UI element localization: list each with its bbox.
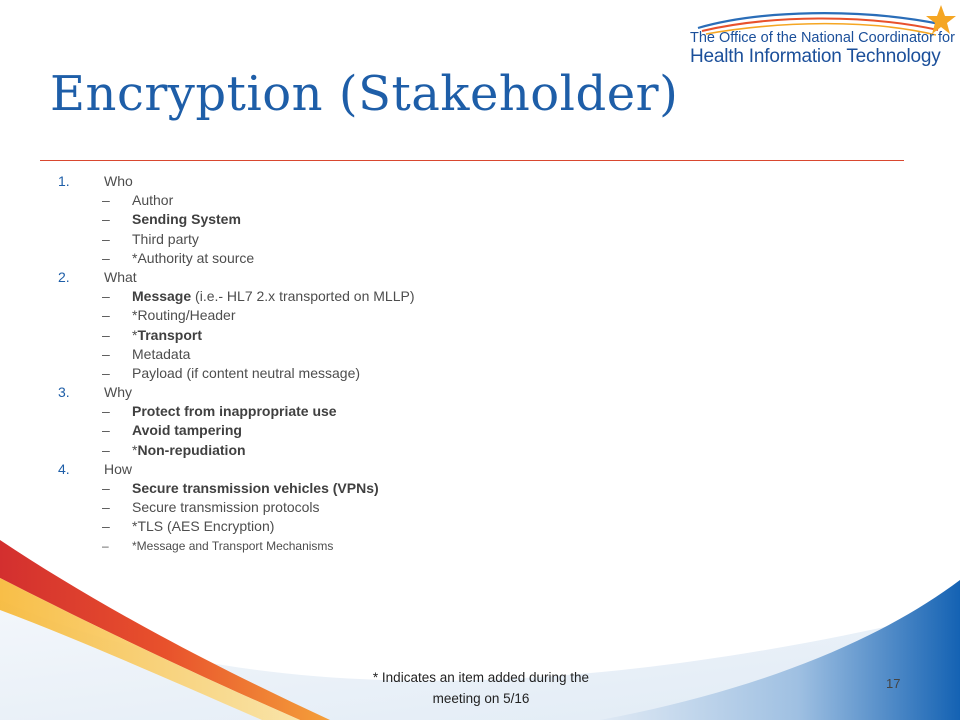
item-text: *Message and Transport Mechanisms [132,538,334,553]
outline-item [58,441,758,460]
outline-item [58,287,758,306]
item-label [132,539,333,553]
dash-bullet: – [102,211,110,228]
outline-item [58,345,758,364]
item-bold-text: Avoid tampering [132,422,242,439]
dash-bullet: – [102,403,110,420]
item-bold-text: Protect from inappropriate use [132,403,337,420]
item-bold-text: Message [132,288,192,305]
item-label [132,288,414,304]
section-number: 3. [58,384,70,401]
outline-section [58,460,758,479]
section-label: What [104,268,137,285]
dash-bullet: – [102,326,110,343]
outline-item [58,364,758,383]
outline-item [58,498,758,517]
outline-section [58,172,758,191]
item-text: *TLS (AES Encryption) [132,518,275,535]
page-number: 17 [886,676,901,691]
outline-section [58,268,758,287]
section-label: Who [104,173,133,189]
item-text: *Routing/Header [132,307,236,324]
item-bold-text: Non-repudiation [137,441,246,458]
outline-item [58,191,758,210]
item-text: (i.e.- HL7 2.x transported on MLLP) [191,288,415,305]
dash-bullet: – [102,249,110,266]
item-text: Secure transmission protocols [132,499,320,516]
dash-bullet: – [102,192,110,209]
item-prefix: * [132,441,138,458]
item-label [132,250,254,266]
outline-item [58,517,758,536]
dash-bullet: – [102,288,110,305]
outline-item [58,537,758,556]
item-label [132,518,274,534]
outline-section [58,383,758,402]
outline-item [58,479,758,498]
item-label [132,365,360,381]
item-text: *Authority at source [132,249,255,266]
item-label [132,192,173,208]
section-label: Why [104,384,132,401]
item-prefix: * [132,326,138,343]
item-label [132,346,190,362]
outline-item [58,402,758,421]
outline-item [58,421,758,440]
dash-bullet: – [102,518,110,535]
item-label [132,480,379,496]
item-label [132,327,202,343]
item-text: Third party [132,230,199,247]
outline-item [58,249,758,268]
outline-item [58,306,758,325]
dash-bullet: – [102,345,110,362]
dash-bullet: – [102,441,110,458]
dash-bullet: – [102,364,110,381]
dash-bullet: – [102,499,110,516]
item-text: Author [132,192,174,209]
onc-logo [690,4,956,70]
section-label: How [104,460,133,477]
dash-bullet: – [102,480,110,496]
item-bold-text: Sending System [132,211,241,228]
item-label [132,307,236,323]
outline-list [58,172,758,556]
dash-bullet: – [102,230,110,247]
dash-bullet: – [102,307,110,324]
item-label [132,499,320,515]
logo-line-1: The Office of the National Coordinator for [690,30,955,46]
item-label [132,231,199,247]
dash-bullet: – [102,422,110,439]
outline-item [58,230,758,249]
item-label [132,422,242,438]
outline-item [58,210,758,229]
section-number: 1. [58,173,70,189]
section-number: 4. [58,460,70,477]
slide-title: Encryption (Stakeholder) [50,66,679,122]
section-number: 2. [58,268,70,285]
item-label [132,403,337,419]
outline-item [58,326,758,345]
title-divider [40,160,904,161]
logo-line-2: Health Information Technology [690,46,941,67]
item-text: Metadata [132,345,191,362]
item-bold-text: Transport [137,326,203,343]
item-label [132,442,246,458]
item-bold-text: Secure transmission vehicles (VPNs) [132,480,379,496]
footnote: * Indicates an item added during the meeting on 5/16 [372,670,590,706]
item-text: Payload (if content neutral message) [132,364,361,381]
item-label [132,211,241,227]
dash-bullet: – [102,538,109,553]
